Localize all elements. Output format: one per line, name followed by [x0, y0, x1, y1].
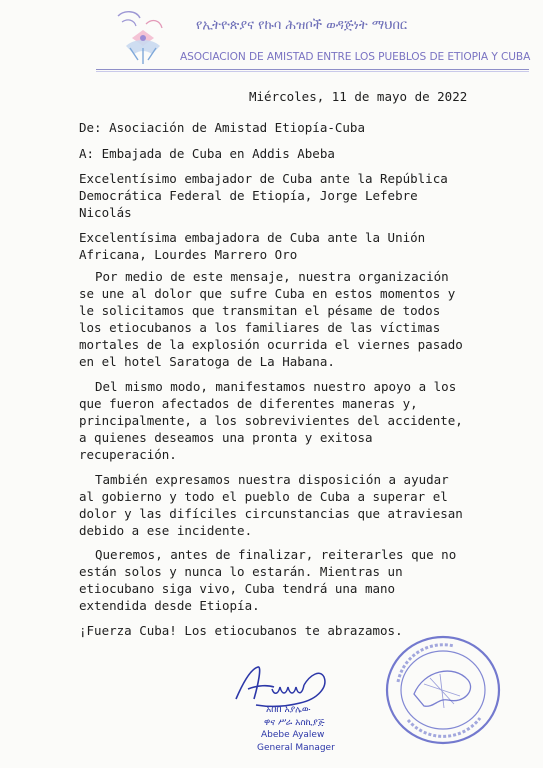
signatory-title: General Manager	[257, 743, 335, 753]
text-line: Del mismo modo, manifestamos nuestro apoyo a los	[95, 379, 457, 394]
signatory-title-amharic: ዋና ሥራ አስኪያጅ	[264, 718, 325, 728]
signatory-name: Abebe Ayalew	[261, 730, 325, 740]
text-line: recuperación.	[79, 447, 177, 462]
text-line: se une al dolor que sufre Cuba en estos momentos y	[79, 286, 456, 301]
text-line: Por medio de este mensaje, nuestra organización	[95, 269, 449, 284]
paragraph-condolences	[79, 268, 463, 370]
signatory-name-amharic: አበበ አያሌው	[266, 705, 311, 715]
text-line: debido a ese incidente.	[79, 523, 253, 538]
addressee-ambassador-african-union	[79, 229, 425, 263]
org-name-spanish: ASOCIACION DE AMISTAD ENTRE LOS PUEBLOS DE ETIOPIA Y CUBA	[180, 51, 531, 63]
text-line: en el hotel Saratoga de La Habana.	[79, 354, 335, 369]
text-line: Democrática Federal de Etiopía, Jorge Lefebre	[79, 188, 418, 203]
text-line: etiocubano siga vivo, Cuba tendrá una mano	[79, 581, 396, 596]
paragraph-closing-remarks	[79, 546, 456, 614]
text-line: al gobierno y todo el pueblo de Cuba a superar el	[79, 489, 448, 504]
closing-line: ¡Fuerza Cuba! Los etiocubanos te abrazamos.	[79, 623, 403, 638]
text-line: le solicitamos que transmitan el pésame de todos	[79, 303, 441, 318]
addressee-ambassador-ethiopia	[79, 170, 448, 221]
letter-from: De: Asociación de Amistad Etiopía-Cuba	[79, 120, 365, 135]
official-stamp-icon	[384, 634, 502, 746]
text-line: Nicolás	[79, 205, 132, 220]
text-line: Excelentísimo embajador de Cuba ante la República	[79, 171, 448, 186]
letter-to: A: Embajada de Cuba en Addis Abeba	[79, 146, 335, 161]
handwritten-signature	[228, 655, 340, 711]
org-name-amharic: የኢትዮጵያና የኩባ ሕዝቦች ወዳጅነት ማህበር	[196, 18, 408, 33]
association-logo-icon	[110, 8, 176, 68]
text-line: Queremos, antes de finalizar, reiterarles que no	[95, 547, 457, 562]
text-line: a quienes deseamos una pronta y exitosa	[79, 430, 373, 445]
paragraph-disposition	[79, 471, 463, 539]
text-line: principalmente, a los sobrevivientes del accidente,	[79, 413, 463, 428]
text-line: están solos y nunca lo estarán. Mientras un	[79, 564, 403, 579]
text-line: Excelentísima embajadora de Cuba ante la Unión	[79, 230, 426, 245]
paragraph-support	[79, 378, 463, 463]
text-line: dolor y las difíciles circunstancias que atraviesan	[79, 506, 463, 521]
text-line: mortales de la explosión ocurrida el viernes pasado	[79, 337, 463, 352]
text-line: que fueron afectados de diferentes maneras y,	[79, 396, 418, 411]
text-line: los etiocubanos a los familiares de las víctimas	[79, 320, 441, 335]
letter-date: Miércoles, 11 de mayo de 2022	[249, 89, 468, 104]
text-line: Africana, Lourdes Marrero Oro	[79, 247, 298, 262]
text-line: extendida desde Etiopía.	[79, 598, 260, 613]
letterhead-divider	[96, 69, 529, 70]
text-line: También expresamos nuestra disposición a ayudar	[95, 472, 449, 487]
letterhead-divider-secondary	[96, 71, 529, 72]
